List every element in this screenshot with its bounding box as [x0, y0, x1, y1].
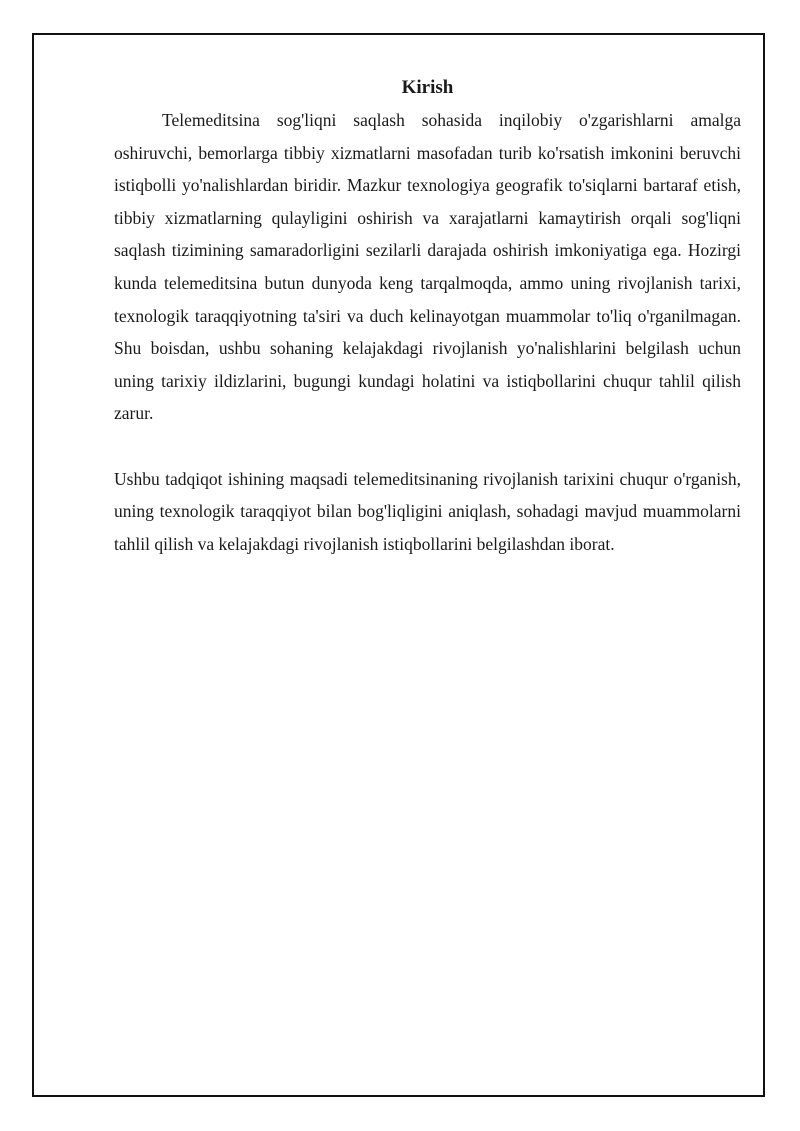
document-body: [114, 72, 741, 560]
paragraph-introduction: Telemeditsina sog'liqni saqlash sohasida inqilobiy o'zgarishlarni amalga oshiruvchi, bemorlarga tibbiy xizmatlarni masofadan turib ko'rsatish imkonini beruvchi istiqbolli yo'nalishlardan biridir. Mazkur texnologiya geografik to'siqlarni bartaraf etish, tibbiy xizmatlarning qulayligini oshirish va xarajatlarni kamaytirish orqali sog'liqni saqlash tizimining samaradorligini sezilarli darajada oshirish imkoniyatiga ega. Hozirgi kunda telemeditsina butun dunyoda keng tarqalmoqda, ammo uning rivojlanish tarixi, texnologik taraqqiyotning ta'siri va duch kelinayotgan muammolar to'liq o'rganilmagan. Shu boisdan, ushbu sohaning kelajakdagi rivojlanish yo'nalishlarini belgilash uchun uning tarixiy ildizlarini, bugungi kundagi holatini va istiqbollarini chuqur tahlil qilish zarur.: [114, 110, 741, 424]
paragraph-purpose: Ushbu tadqiqot ishining maqsadi telemeditsinaning rivojlanish tarixini chuqur o'rganish, uning texnologik taraqqiyot bilan bog'liqligini aniqlash, sohadagi mavjud muammolarni tahlil qilish va kelajakdagi rivojlanish istiqbollarini belgilashdan iborat.: [114, 468, 741, 554]
document-title: Kirish: [401, 77, 454, 98]
